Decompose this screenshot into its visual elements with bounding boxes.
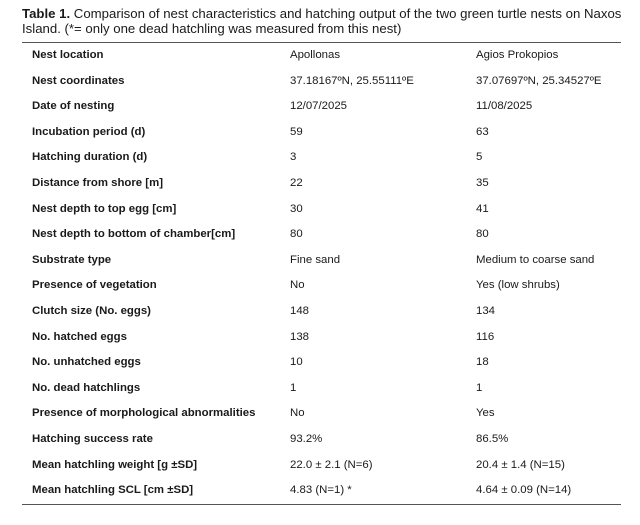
cell-apollonas: Fine sand bbox=[290, 253, 341, 266]
table-body bbox=[22, 69, 621, 504]
cell-apollonas: 12/07/2025 bbox=[290, 100, 348, 113]
cell-agios-prokopios: 4.64 ± 0.09 (N=14) bbox=[476, 484, 572, 497]
cell-apollonas: No bbox=[290, 407, 305, 420]
nest-comparison-table bbox=[22, 42, 621, 505]
table-row bbox=[22, 401, 621, 427]
cell-apollonas: 30 bbox=[290, 202, 303, 215]
table-row bbox=[22, 197, 621, 223]
cell-apollonas: 22 bbox=[290, 176, 303, 189]
row-label: No. unhatched eggs bbox=[32, 356, 141, 369]
row-label: Nest coordinates bbox=[32, 74, 125, 87]
row-label: Substrate type bbox=[32, 253, 112, 266]
row-label: No. dead hatchlings bbox=[32, 381, 141, 394]
cell-apollonas: 37.18167ºN, 25.55111ºE bbox=[290, 74, 414, 87]
caption-text: Comparison of nest characteristics and hatching output of the two green turtle nests on Naxos Island. (*= only one dead hatchling was measured from this nest) bbox=[22, 6, 622, 36]
cell-agios-prokopios: 37.07697ºN, 25.34527ºE bbox=[476, 74, 602, 87]
cell-apollonas: 93.2% bbox=[290, 432, 323, 445]
cell-agios-prokopios: 20.4 ± 1.4 (N=15) bbox=[476, 458, 565, 471]
row-label: Distance from shore [m] bbox=[32, 176, 164, 189]
cell-apollonas: 22.0 ± 2.1 (N=6) bbox=[290, 458, 373, 471]
row-label: Hatching success rate bbox=[32, 432, 153, 445]
table-row bbox=[22, 273, 621, 299]
table-row bbox=[22, 350, 621, 376]
row-label: Incubation period (d) bbox=[32, 125, 146, 138]
table-row bbox=[22, 453, 621, 479]
cell-agios-prokopios: Yes bbox=[476, 407, 495, 420]
cell-agios-prokopios: Yes (low shrubs) bbox=[476, 279, 560, 292]
cell-apollonas: 1 bbox=[290, 381, 297, 394]
table-row bbox=[22, 145, 621, 171]
cell-agios-prokopios: 41 bbox=[476, 202, 489, 215]
row-label: Nest depth to top egg [cm] bbox=[32, 202, 177, 215]
table-row bbox=[22, 427, 621, 453]
table-row bbox=[22, 69, 621, 95]
cell-agios-prokopios: 5 bbox=[476, 151, 483, 164]
table-row bbox=[22, 478, 621, 504]
table-row bbox=[22, 94, 621, 120]
cell-apollonas: 148 bbox=[290, 304, 310, 317]
cell-agios-prokopios: 134 bbox=[476, 304, 496, 317]
table-caption bbox=[22, 6, 622, 36]
cell-apollonas: 80 bbox=[290, 228, 303, 241]
row-label: Mean hatchling SCL [cm ±SD] bbox=[32, 484, 194, 497]
row-label: Mean hatchling weight [g ±SD] bbox=[32, 458, 198, 471]
table-row bbox=[22, 222, 621, 248]
table-row bbox=[22, 248, 621, 274]
table-row bbox=[22, 325, 621, 351]
table-header-row bbox=[22, 43, 621, 69]
cell-agios-prokopios: 86.5% bbox=[476, 432, 509, 445]
header-apollonas: Apollonas bbox=[290, 49, 341, 61]
cell-agios-prokopios: 11/08/2025 bbox=[476, 100, 533, 113]
row-label: Clutch size (No. eggs) bbox=[32, 304, 151, 317]
cell-apollonas: 59 bbox=[290, 125, 303, 138]
table-row bbox=[22, 171, 621, 197]
cell-agios-prokopios: Medium to coarse sand bbox=[476, 253, 595, 266]
cell-apollonas: No bbox=[290, 279, 305, 292]
header-agios-prokopios: Agios Prokopios bbox=[476, 49, 559, 61]
caption-label: Table 1. bbox=[22, 6, 71, 21]
cell-agios-prokopios: 80 bbox=[476, 228, 489, 241]
row-label: Presence of vegetation bbox=[32, 279, 157, 292]
row-label: No. hatched eggs bbox=[32, 330, 127, 343]
cell-apollonas: 10 bbox=[290, 356, 303, 369]
cell-apollonas: 3 bbox=[290, 151, 297, 164]
cell-agios-prokopios: 1 bbox=[476, 381, 483, 394]
row-label: Date of nesting bbox=[32, 100, 115, 113]
cell-apollonas: 4.83 (N=1) * bbox=[290, 484, 352, 497]
table-row bbox=[22, 120, 621, 146]
row-label: Presence of morphological abnormalities bbox=[32, 407, 256, 420]
cell-agios-prokopios: 35 bbox=[476, 176, 489, 189]
table-row bbox=[22, 376, 621, 402]
table-row bbox=[22, 299, 621, 325]
cell-apollonas: 138 bbox=[290, 330, 310, 343]
cell-agios-prokopios: 116 bbox=[476, 330, 495, 343]
cell-agios-prokopios: 63 bbox=[476, 125, 489, 138]
cell-agios-prokopios: 18 bbox=[476, 356, 489, 369]
header-label: Nest location bbox=[32, 49, 104, 61]
row-label: Nest depth to bottom of chamber[cm] bbox=[32, 228, 236, 241]
row-label: Hatching duration (d) bbox=[32, 151, 148, 164]
